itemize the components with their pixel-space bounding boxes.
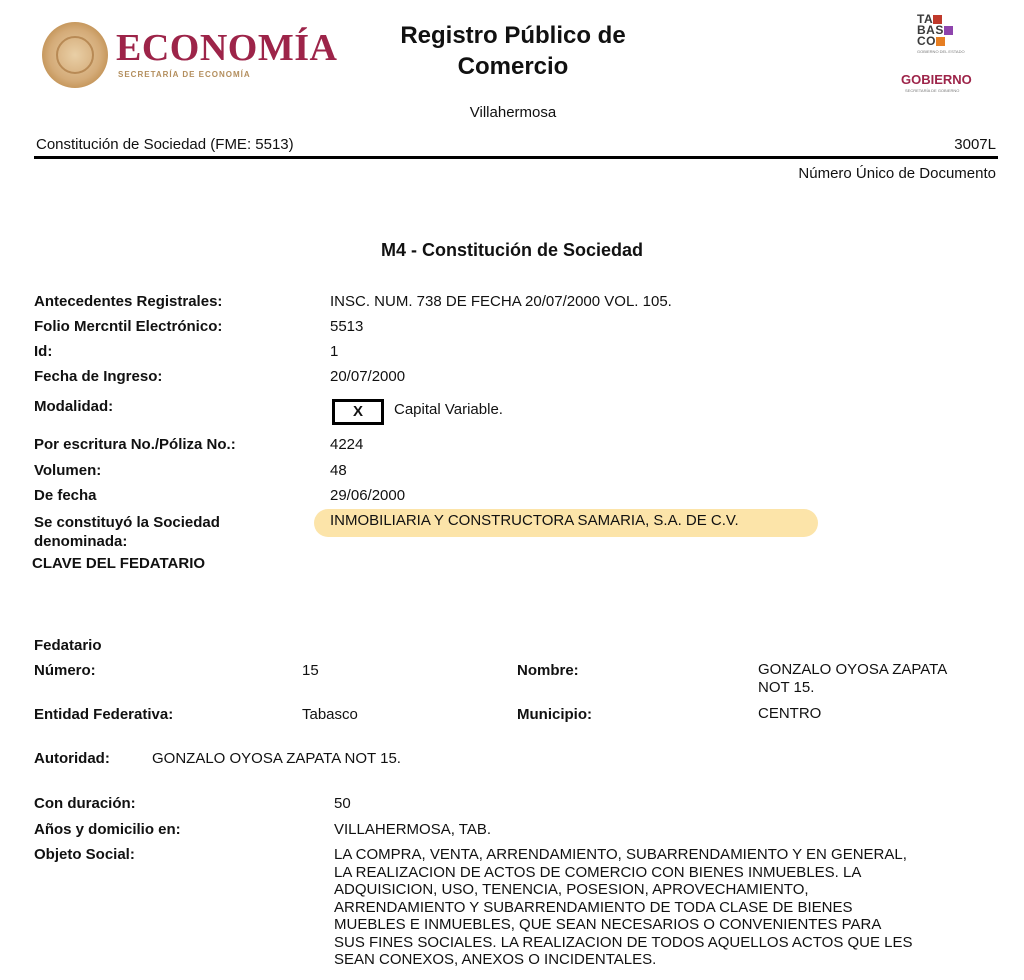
autoridad-label: Autoridad: xyxy=(34,750,110,767)
tabasco-logo xyxy=(895,14,985,94)
objeto-line: ARRENDAMIENTO Y SUBARRENDAMIENTO DE TODA CLASE DE BIENES xyxy=(334,898,853,916)
fedatario-heading: Fedatario xyxy=(34,637,102,654)
objeto-line: MUEBLES E INMUEBLES, QUE SEAN NECESARIOS O CONVENIENTES PARA xyxy=(334,916,882,933)
fedatario-nombre-label: Nombre: xyxy=(517,662,579,679)
economia-logo-word: ECONOMÍA xyxy=(116,27,338,69)
duracion-value: 50 xyxy=(334,795,351,812)
id-value: 1 xyxy=(330,343,339,360)
objeto-line: SEAN CONEXOS, ANEXOS O INCIDENTALES. xyxy=(334,951,657,968)
volumen-label: Volumen: xyxy=(34,462,102,479)
modalidad-value: Capital Variable. xyxy=(394,401,503,418)
objeto-line: LA COMPRA, VENTA, ARRENDAMIENTO, SUBARRENDAMIENTO Y EN GENERAL, xyxy=(334,846,907,863)
city-label: Villahermosa xyxy=(469,104,557,121)
economia-logo xyxy=(42,22,342,92)
modalidad-label: Modalidad: xyxy=(34,398,114,415)
autoridad-value: GONZALO OYOSA ZAPATA NOT 15. xyxy=(152,750,401,767)
section-title: M4 - Constitución de Sociedad xyxy=(380,240,644,260)
objeto-social-label: Objeto Social: xyxy=(34,846,135,863)
folio-value: 5513 xyxy=(330,318,364,335)
page-title xyxy=(360,20,666,82)
antecedentes-label: Antecedentes Registrales: xyxy=(34,293,223,310)
page-title-line1: Registro Público de xyxy=(400,22,626,49)
entidad-value: Tabasco xyxy=(302,706,358,723)
objeto-line: ADQUISICION, USO, TENENCIA, POSESION, APROVECHAMIENTO, xyxy=(334,881,809,898)
mexico-seal-icon xyxy=(42,22,108,88)
fedatario-numero-value: 15 xyxy=(302,662,319,679)
modalidad-checkbox: X xyxy=(332,399,384,425)
header-divider xyxy=(34,156,998,159)
objeto-line: SUS FINES SOCIALES. LA REALIZACION DE TODOS AQUELLOS ACTOS QUE LES xyxy=(334,933,913,951)
gobierno-subtitle: SECRETARÍA DE GOBIERNO xyxy=(905,88,960,93)
escritura-label: Por escritura No./Póliza No.: xyxy=(34,436,236,453)
page-title-line2: Comercio xyxy=(457,53,569,80)
document-type: Constitución de Sociedad (FME: 5513) xyxy=(36,136,294,153)
economia-logo-subtitle: SECRETARÍA DE ECONOMÍA xyxy=(118,70,251,79)
duracion-label: Con duración: xyxy=(34,795,136,812)
entidad-label: Entidad Federativa: xyxy=(34,706,174,723)
municipio-label: Municipio: xyxy=(517,706,592,723)
fecha-ingreso-label: Fecha de Ingreso: xyxy=(34,368,163,385)
de-fecha-label: De fecha xyxy=(34,487,97,504)
fedatario-numero-label: Número: xyxy=(34,662,96,679)
volumen-value: 48 xyxy=(330,462,347,479)
de-fecha-value: 29/06/2000 xyxy=(330,487,406,504)
escritura-value: 4224 xyxy=(330,436,364,453)
id-label: Id: xyxy=(34,343,53,360)
domicilio-label: Años y domicilio en: xyxy=(34,821,181,838)
clave-fedatario-label: CLAVE DEL FEDATARIO xyxy=(32,555,206,572)
tabasco-logo-subtitle: GOBIERNO DEL ESTADO xyxy=(917,49,965,54)
fecha-ingreso-value: 20/07/2000 xyxy=(330,368,406,385)
gobierno-label: GOBIERNO xyxy=(901,72,972,87)
municipio-value: CENTRO xyxy=(758,705,822,722)
document-number: 3007L xyxy=(954,136,996,153)
tabasco-logo-word: TA BAS CO xyxy=(917,14,953,47)
sociedad-value: INMOBILIARIA Y CONSTRUCTORA SAMARIA, S.A. DE C.V. xyxy=(330,512,739,529)
fedatario-nombre-value: GONZALO OYOSA ZAPATA NOT 15. xyxy=(758,661,948,696)
folio-label: Folio Mercntil Electrónico: xyxy=(34,318,223,335)
objeto-social-text xyxy=(334,846,994,969)
antecedentes-value: INSC. NUM. 738 DE FECHA 20/07/2000 VOL. 105. xyxy=(330,293,672,310)
unique-document-label: Número Único de Documento xyxy=(798,165,996,182)
domicilio-value: VILLAHERMOSA, TAB. xyxy=(334,821,491,838)
objeto-line: LA REALIZACION DE ACTOS DE COMERCIO CON BIENES INMUEBLES. LA xyxy=(334,863,862,881)
sociedad-label: Se constituyó la Sociedad denominada: xyxy=(34,514,220,550)
